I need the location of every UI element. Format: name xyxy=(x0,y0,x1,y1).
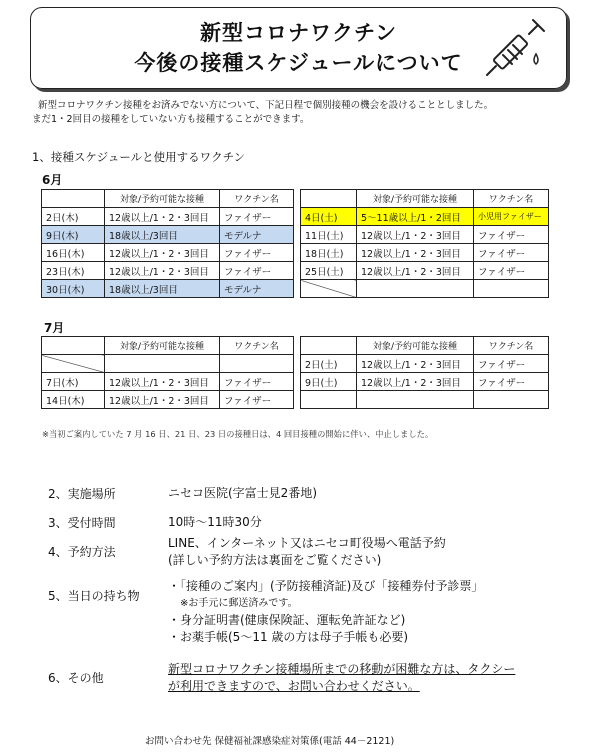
table-header-empty xyxy=(301,337,357,355)
target-cell-highlighted: 18歳以上/3回目 xyxy=(105,280,220,298)
table-row xyxy=(42,373,549,391)
target-cell: 12歳以上/1・2・3回目 xyxy=(105,391,220,409)
date-cell: 16日(木) xyxy=(42,244,105,262)
other-label: 6、その他 xyxy=(48,671,104,685)
title-line-1: 新型コロナワクチン xyxy=(200,21,397,45)
empty-cell xyxy=(301,391,357,409)
table-row xyxy=(42,226,549,244)
hours-label: 3、受付時間 xyxy=(48,516,116,530)
date-cell: 14日(木) xyxy=(42,391,105,409)
place-label: 2、実施場所 xyxy=(48,487,116,501)
date-cell-highlighted: 9日(木) xyxy=(42,226,105,244)
other-text xyxy=(168,661,515,695)
date-cell: 2日(土) xyxy=(301,355,357,373)
target-cell-highlighted: 5～11歳以上/1・2回目 xyxy=(357,208,474,226)
bring-line-2: ・身分証明書(健康保険証、運転免許証など) xyxy=(168,613,406,627)
vaccine-cell: ファイザー xyxy=(220,208,294,226)
empty-cell xyxy=(474,280,549,298)
table-header-target: 対象/予約可能な接種 xyxy=(105,337,220,355)
cancellation-note: ※当初ご案内していた 7 月 16 日、21 日、23 日の接種日は、4 回目接種の開始に伴い、中止しました。 xyxy=(42,429,434,439)
booking-text xyxy=(168,535,446,569)
vaccine-cell-highlighted: 小児用ファイザー xyxy=(474,208,549,226)
target-cell: 12歳以上/1・2・3回目 xyxy=(105,262,220,280)
empty-cell xyxy=(474,391,549,409)
bring-label: 5、当日の持ち物 xyxy=(48,589,140,603)
booking-line-1: LINE、インターネット又はニセコ町役場へ電話予約 xyxy=(168,536,446,550)
table-row xyxy=(42,355,549,373)
date-cell: 25日(土) xyxy=(301,262,357,280)
place-value: ニセコ医院(字富士見2番地) xyxy=(168,486,317,500)
bring-line-1-note: ※お手元に郵送済みです。 xyxy=(180,598,298,609)
empty-cell xyxy=(357,391,474,409)
target-cell: 12歳以上/1・2・3回目 xyxy=(357,262,474,280)
target-cell: 12歳以上/1・2・3回目 xyxy=(357,226,474,244)
vaccine-cell: ファイザー xyxy=(474,373,549,391)
table-header-vaccine: ワクチン名 xyxy=(220,190,294,208)
booking-line-2: (詳しい予約方法は裏面をご覧ください) xyxy=(168,553,382,567)
vaccine-cell: ファイザー xyxy=(474,244,549,262)
vaccine-cell: ファイザー xyxy=(220,391,294,409)
table-header-row xyxy=(42,337,549,355)
july-schedule-table xyxy=(41,336,549,409)
title-line-2: 今後の接種スケジュールについて xyxy=(134,51,463,75)
table-row xyxy=(42,244,549,262)
vaccine-cell: ファイザー xyxy=(220,262,294,280)
vaccine-cell-highlighted: モデルナ xyxy=(220,280,294,298)
date-cell: 2日(木) xyxy=(42,208,105,226)
table-header-empty xyxy=(301,190,357,208)
date-cell: 7日(木) xyxy=(42,373,105,391)
date-cell-highlighted: 30日(木) xyxy=(42,280,105,298)
june-schedule-table xyxy=(41,189,549,298)
table-header-empty xyxy=(42,190,105,208)
target-cell: 12歳以上/1・2・3回目 xyxy=(105,244,220,262)
date-cell: 23日(木) xyxy=(42,262,105,280)
vaccine-cell: ファイザー xyxy=(474,262,549,280)
empty-cell xyxy=(220,355,294,373)
table-header-vaccine: ワクチン名 xyxy=(220,337,294,355)
intro-line-1: 新型コロナワクチン接種をお済みでない方について、下記日程で個別接種の機会を設けることとしました。 xyxy=(38,100,494,111)
month-label-june: 6月 xyxy=(42,173,63,187)
table-row xyxy=(42,280,549,298)
date-cell: 9日(土) xyxy=(301,373,357,391)
other-line-1: 新型コロナワクチン接種場所までの移動が困難な方は、タクシー xyxy=(168,662,516,676)
table-header-vaccine: ワクチン名 xyxy=(474,337,549,355)
bring-line-3: ・お薬手帳(5～11 歳の方は母子手帳も必要) xyxy=(168,630,409,644)
table-row xyxy=(42,262,549,280)
vaccine-cell: ファイザー xyxy=(474,226,549,244)
target-cell: 12歳以上/1・2・3回目 xyxy=(105,373,220,391)
empty-cell xyxy=(105,355,220,373)
date-cell-highlighted: 4日(土) xyxy=(301,208,357,226)
title-box xyxy=(30,7,567,89)
table-header-row xyxy=(42,190,549,208)
target-cell: 12歳以上/1・2・3回目 xyxy=(357,355,474,373)
bring-line-1: ・「接種のご案内」(予防接種済証)及び「接種券付予診票」 xyxy=(168,579,484,593)
intro-line-2: まだ1・2回目の接種をしていない方も接種することができます。 xyxy=(32,114,310,125)
vaccine-cell-highlighted: モデルナ xyxy=(220,226,294,244)
contact-footer: お問い合わせ先 保健福祉課感染症対策係(電話 44－2121) xyxy=(145,736,395,747)
vaccine-cell: ファイザー xyxy=(474,355,549,373)
date-cell: 18日(土) xyxy=(301,244,357,262)
table-header-target: 対象/予約可能な接種 xyxy=(105,190,220,208)
month-label-july: 7月 xyxy=(44,321,65,335)
target-cell: 12歳以上/1・2・3回目 xyxy=(105,208,220,226)
vaccine-cell: ファイザー xyxy=(220,373,294,391)
intro-text xyxy=(32,99,493,127)
vaccine-cell: ファイザー xyxy=(220,244,294,262)
table-header-target: 対象/予約可能な接種 xyxy=(357,190,474,208)
booking-label: 4、予約方法 xyxy=(48,545,116,559)
target-cell: 12歳以上/1・2・3回目 xyxy=(357,244,474,262)
empty-cell-slashed xyxy=(42,355,105,373)
table-row xyxy=(42,208,549,226)
table-header-vaccine: ワクチン名 xyxy=(474,190,549,208)
target-cell: 12歳以上/1・2・3回目 xyxy=(357,373,474,391)
empty-cell xyxy=(357,280,474,298)
bring-text xyxy=(168,578,483,646)
target-cell-highlighted: 18歳以上/3回目 xyxy=(105,226,220,244)
section-heading-schedule: 1、接種スケジュールと使用するワクチン xyxy=(32,150,246,164)
table-header-target: 対象/予約可能な接種 xyxy=(357,337,474,355)
date-cell: 11日(土) xyxy=(301,226,357,244)
other-line-2: が利用できますので、お問い合わせください。 xyxy=(168,679,420,693)
hours-value: 10時～11時30分 xyxy=(168,515,262,529)
table-row xyxy=(42,391,549,409)
empty-cell-slashed xyxy=(301,280,357,298)
table-header-empty xyxy=(42,337,105,355)
syringe-icon xyxy=(482,10,552,80)
